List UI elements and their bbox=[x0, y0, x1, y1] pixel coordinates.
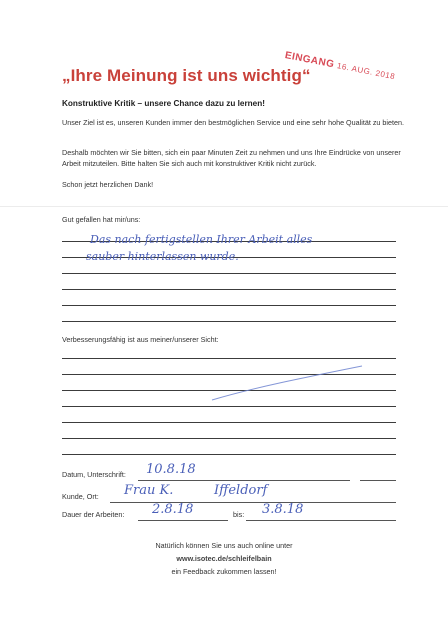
footer-url: www.isotec.de/schleifelbain bbox=[176, 554, 272, 563]
stamp-date: 16. AUG. 2018 bbox=[336, 61, 396, 82]
footer-line-1: Natürlich können Sie uns auch online unter bbox=[155, 541, 293, 550]
customer-name: Frau K. bbox=[124, 483, 174, 498]
date-signature-label: Datum, Unterschrift: bbox=[62, 470, 126, 479]
liked-handwriting-line-2: sauber hinterlassen wurde. bbox=[86, 250, 239, 263]
liked-line-4 bbox=[62, 289, 396, 290]
paper-fold-line bbox=[0, 206, 448, 207]
improve-label: Verbesserungsfähig ist aus meiner/unserer Sicht: bbox=[62, 335, 219, 344]
intro-paragraph-3: Schon jetzt herzlichen Dank! bbox=[62, 180, 154, 189]
footer-line-3: ein Feedback zukommen lassen! bbox=[171, 567, 277, 576]
date-signature-line-end bbox=[360, 480, 396, 481]
duration-until-value: 3.8.18 bbox=[262, 502, 304, 517]
stamp-text: EINGANG bbox=[283, 50, 336, 71]
liked-line-5 bbox=[62, 305, 396, 306]
liked-line-6 bbox=[62, 321, 396, 322]
improve-line-6 bbox=[62, 438, 396, 439]
improve-line-5 bbox=[62, 422, 396, 423]
duration-until-line bbox=[246, 520, 396, 521]
duration-from-line bbox=[138, 520, 228, 521]
intro-paragraph-2: Deshalb möchten wir Sie bitten, sich ein paar Minuten Zeit zu nehmen und uns Ihre Eindrücke von unserer Arbeit mitzuteilen. Bitte halten Sie sich auch mit konstruktiver Kritik nicht zurück. bbox=[62, 148, 401, 168]
cross-out-stroke bbox=[62, 360, 396, 420]
liked-label: Gut gefallen hat mir/uns: bbox=[62, 215, 141, 224]
until-label: bis: bbox=[233, 510, 245, 519]
liked-line-3 bbox=[62, 273, 396, 274]
liked-handwriting-line-1: Das nach fertigstellen Ihrer Arbeit alles bbox=[90, 233, 313, 246]
duration-label: Dauer der Arbeiten: bbox=[62, 510, 125, 519]
page-title: „Ihre Meinung ist uns wichtig“ bbox=[62, 66, 311, 85]
customer-label: Kunde, Ort: bbox=[62, 492, 99, 501]
duration-from-value: 2.8.18 bbox=[152, 502, 194, 517]
date-signature-line bbox=[138, 480, 350, 481]
intro-paragraph-1: Unser Ziel ist es, unseren Kunden immer den bestmöglichen Service und eine sehr hohe Qualität zu bieten. bbox=[62, 118, 404, 127]
date-signature-value: 10.8.18 bbox=[146, 462, 196, 477]
customer-place: Iffeldorf bbox=[214, 483, 268, 498]
subheading: Konstruktive Kritik – unsere Chance dazu zu lernen! bbox=[62, 99, 265, 108]
improve-line-1 bbox=[62, 358, 396, 359]
improve-line-7 bbox=[62, 454, 396, 455]
